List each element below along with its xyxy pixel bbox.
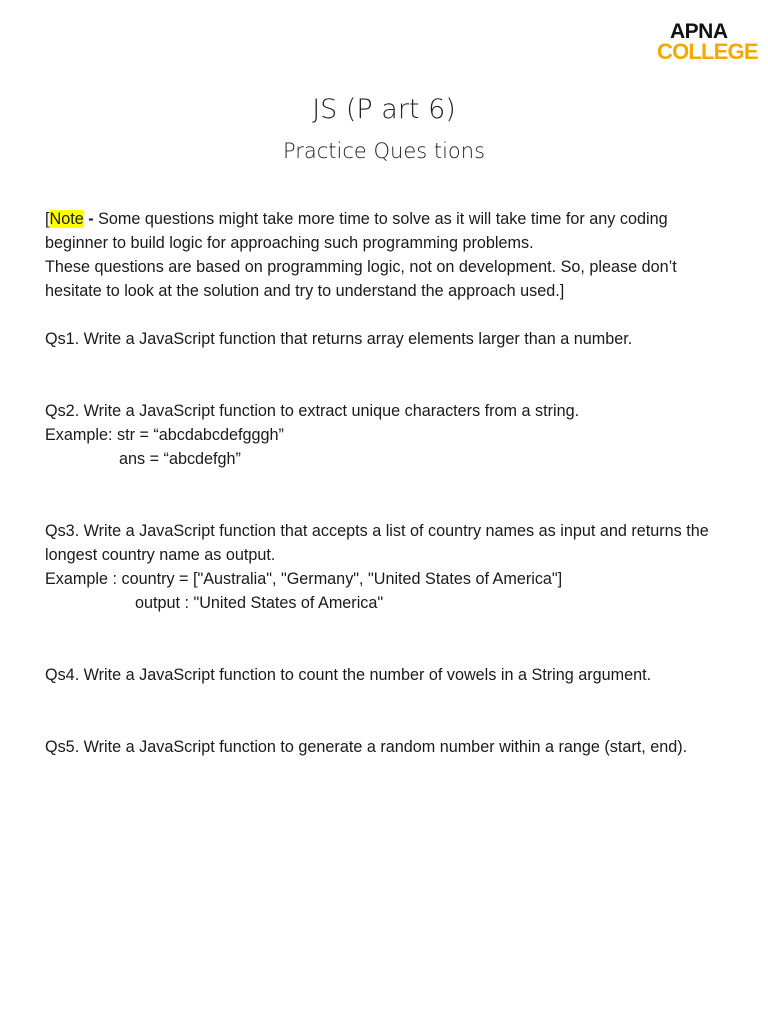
document-body — [45, 207, 735, 759]
note-text: Some questions might take more time to solve as it will take time for any coding beginner to build logic for approaching such programming problems. — [45, 210, 668, 252]
page-subtitle: Practice Ques tions — [282, 139, 486, 163]
page-title: JS (P art 6) — [312, 94, 456, 125]
note-label-highlight: Note — [49, 210, 84, 228]
question-2-answer: ans = “abcdefgh” — [119, 450, 241, 468]
question-5: Qs5. Write a JavaScript function to generate a random number within a range (start, end). — [45, 738, 688, 756]
note-paragraph — [45, 207, 735, 255]
logo-line-apna: APNA — [670, 20, 728, 43]
question-4: Qs4. Write a JavaScript function to count the number of vowels in a String argument. — [45, 666, 652, 684]
note-second-paragraph: These questions are based on programming logic, not on development. So, please don’t hesitate to look at the solution and try to understand the approach used.] — [45, 258, 677, 300]
question-3-answer: output : "United States of America" — [135, 594, 384, 612]
note-open-bracket: [ — [45, 210, 50, 228]
question-3-example: Example : country = ["Australia", "Germany", "United States of America"] — [45, 570, 563, 588]
question-1: Qs1. Write a JavaScript function that returns array elements larger than a number. — [45, 330, 633, 348]
note-dash: - — [83, 210, 99, 228]
apna-college-logo — [657, 20, 758, 64]
logo-line-college: COLLEGE — [657, 39, 758, 64]
question-2-example: Example: str = “abcdabcdefgggh” — [45, 426, 284, 444]
question-2: Qs2. Write a JavaScript function to extract unique characters from a string. — [45, 402, 580, 420]
question-3: Qs3. Write a JavaScript function that accepts a list of country names as input and returns the longest country name as output. — [45, 522, 709, 564]
